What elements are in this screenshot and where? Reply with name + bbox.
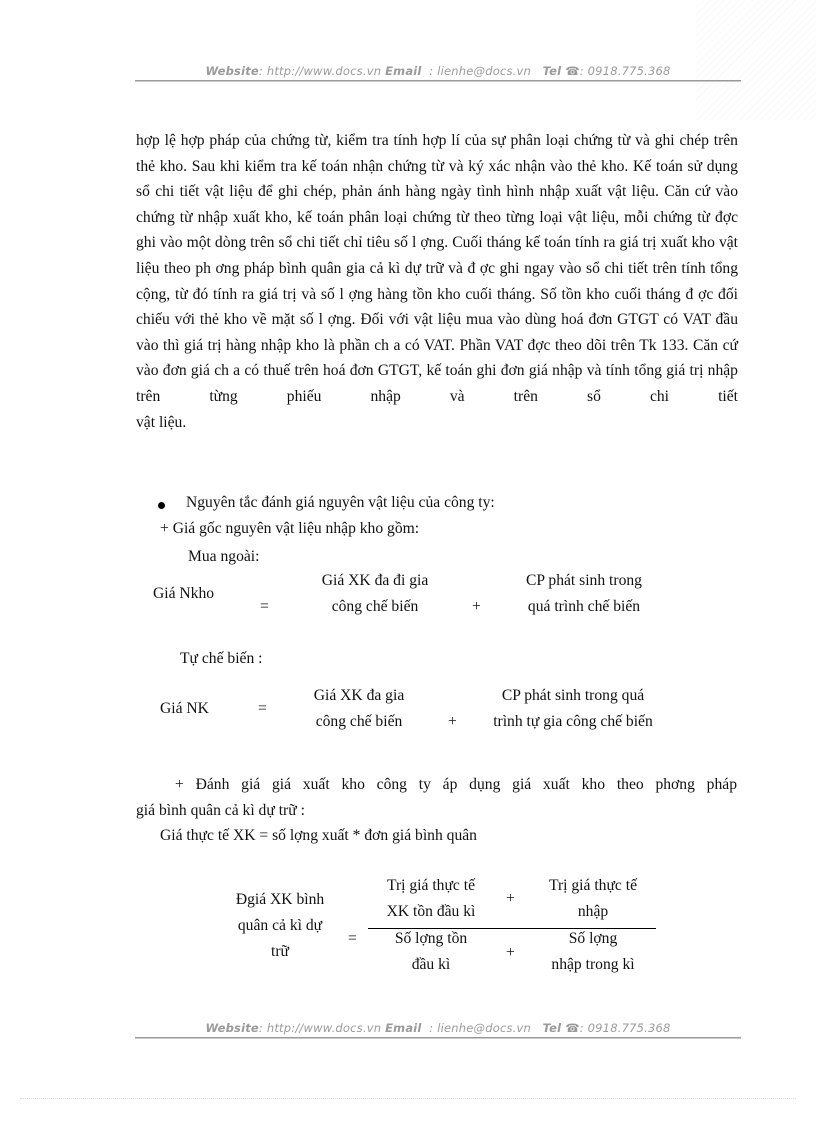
page-footer	[135, 1021, 741, 1035]
paragraph-line: kho vật liệu theo ph ơng pháp bình quân gia cả kì dự trữ và đ ợc ghi ngay	[136, 234, 739, 277]
plus-sign: +	[448, 713, 457, 730]
formula-title: Tự chế biến :	[180, 650, 263, 667]
paragraph-line: hợp lệ hợp pháp của chứng từ, kiểm tra tính hợp lí của sự phân loại chứng từ	[136, 132, 631, 149]
equals-sign: =	[260, 598, 269, 615]
paragraph-line: dòng trên sổ chi tiết chỉ tiêu số l ợng. Cuối tháng kế toán tính ra giá trị xuất	[214, 234, 688, 252]
numerator-term: nhập	[577, 903, 609, 920]
numerator-term: Trị giá thực tế	[386, 877, 475, 894]
paragraph-line: và ghi chép trên thẻ kho. Sau khi kiểm tra kế toán nhận chứng từ và ký xác	[136, 132, 738, 175]
plus-sign: +	[506, 890, 515, 907]
formula-term: công chế biến	[331, 598, 419, 615]
bullet-text: Nguyên tắc đánh giá nguyên vật liệu của công ty:	[186, 494, 495, 511]
formula-term: quá trình chế biến	[527, 598, 641, 615]
formula-lhs: quân cả kì dự	[237, 917, 323, 934]
footer-email-address[interactable]: : lienhe@docs.vn	[429, 1021, 532, 1035]
header-rule	[135, 80, 741, 82]
footer-tel-label: Tel	[542, 1021, 562, 1035]
corner-pattern	[696, 0, 816, 120]
paragraph-line: giá trị hàng nhập kho là phần ch a có VAT. Phần VAT đợc theo dõi trên	[184, 336, 636, 354]
paragraph-line: vào sổ chi tiết trên tính tổng cộng, từ đó tính ra giá trị và số l ợng hàng tồn	[136, 259, 738, 303]
formula-title: Mua ngoài:	[188, 548, 260, 565]
formula-term: Giá XK đa đi gia	[321, 572, 429, 589]
phone-icon: ☎	[565, 1021, 580, 1035]
equals-sign: =	[258, 700, 267, 717]
bottom-dotted-border	[20, 1098, 796, 1099]
paragraph-line: toán phân loại chứng từ theo từng loại vật liệu, mỗi chứng từ đợc ghi vào một	[136, 208, 738, 252]
fraction-bar	[368, 928, 656, 929]
section-heading: + Giá gốc nguyên vật liệu nhập kho gồm:	[160, 520, 420, 537]
denominator-term: nhập trong kì	[551, 956, 635, 973]
header-website-url[interactable]: : http://www.docs.vn	[258, 64, 382, 78]
paragraph-line: nhận vào thẻ kho. Kế toán sử dụng sổ chi tiết vật liệu để ghi chép, phản ánh	[136, 157, 738, 201]
section-text: giá bình quân cả kì dự trữ :	[136, 802, 305, 819]
paragraph-line: kho cuối tháng. Số tồn kho cuối tháng đ ợc đối chiếu với thẻ kho về mặt số	[136, 285, 738, 329]
denominator-term: Số lợng tồn	[394, 930, 468, 947]
paragraph-line: Tk 133. Căn cứ vào đơn giá ch a có thuế trên hoá đơn GTGT, kế toán ghi	[136, 336, 738, 380]
denominator-term: Số lợng	[568, 930, 618, 947]
formula-inline: Giá thực tế XK = số lợng xuất * đơn giá bình quân	[160, 827, 477, 844]
footer-tel-number: : 0918.775.368	[579, 1021, 671, 1035]
equals-sign: =	[348, 930, 357, 947]
paragraph-line: l ợng. Đối với vật liệu mua vào dùng hoá đơn GTGT có VAT đầu vào thì	[136, 311, 738, 354]
section-text: + Đánh giá giá xuất kho công ty áp dụng giá xuất kho theo phơng pháp	[175, 776, 737, 793]
numerator-term: XK tồn đầu kì	[386, 903, 476, 920]
body-paragraph	[136, 128, 738, 435]
header-website-label: Website	[205, 64, 259, 78]
plus-sign: +	[472, 598, 481, 615]
formula-lhs: trữ	[271, 943, 289, 960]
formula-lhs: Đgiá XK bình	[235, 891, 325, 908]
paragraph-line: hàng ngày tình hình nhập xuất vật liệu. Căn cứ vào chứng từ nhập xuất kho, kế	[136, 183, 738, 226]
formula-lhs: Giá Nkho	[153, 585, 215, 602]
numerator-term: Trị giá thực tế	[548, 877, 637, 894]
formula-term: CP phát sinh trong quá	[501, 687, 645, 704]
page-header	[135, 64, 741, 78]
phone-icon: ☎	[565, 64, 580, 78]
header-email-address[interactable]: : lienhe@docs.vn	[429, 64, 532, 78]
header-email-label: Email	[385, 64, 422, 78]
formula-term: công chế biến	[315, 713, 403, 730]
footer-website-url[interactable]: : http://www.docs.vn	[258, 1021, 382, 1035]
formula-term: Giá XK đa gia	[313, 687, 405, 704]
denominator-term: đầu kì	[411, 956, 451, 973]
formula-term: trình tự gia công chế biến	[493, 713, 653, 730]
header-tel-label: Tel	[542, 64, 562, 78]
paragraph-line: đơn giá nhập và tính tổng giá trị nhập trên từng phiếu nhập và trên sổ chi tiết	[136, 362, 738, 405]
footer-email-label: Email	[385, 1021, 422, 1035]
plus-sign: +	[506, 944, 515, 961]
bullet-icon	[158, 502, 165, 509]
formula-lhs: Giá NK	[160, 700, 209, 717]
header-tel-number: : 0918.775.368	[579, 64, 671, 78]
footer-rule	[135, 1037, 741, 1039]
footer-website-label: Website	[205, 1021, 259, 1035]
paragraph-line: vật liệu.	[136, 413, 187, 431]
formula-term: CP phát sinh trong	[526, 572, 642, 589]
